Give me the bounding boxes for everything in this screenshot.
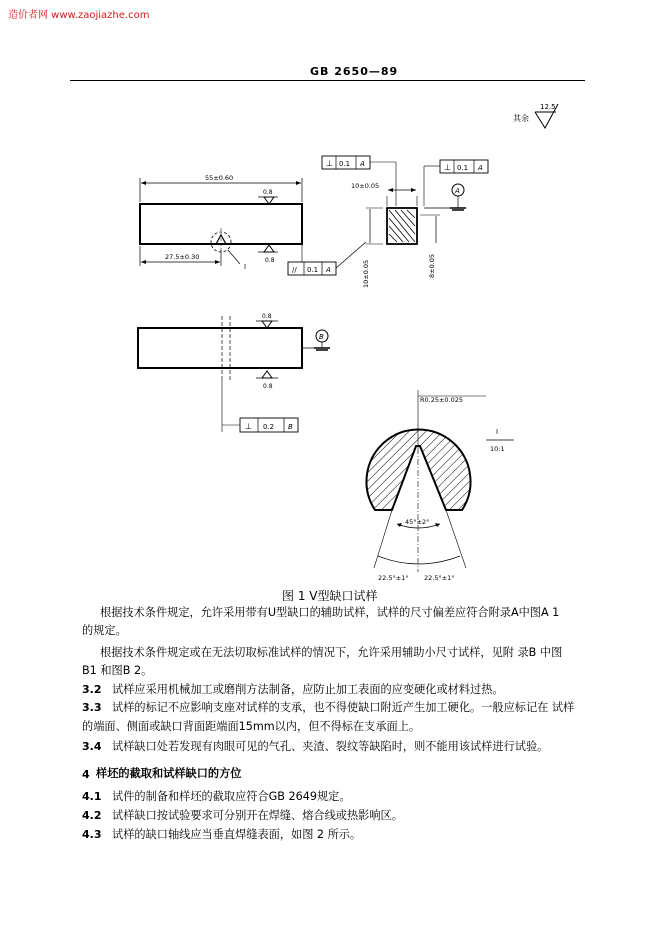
dim-length: 55±0.60 xyxy=(205,174,234,182)
notch-detail-section xyxy=(367,430,471,510)
datum-a-perp-2: A xyxy=(478,164,483,172)
dim-width: 10±0.05 xyxy=(351,182,380,190)
rest-roughness-value: 12.5 xyxy=(540,103,556,111)
detail-scale: 10:1 xyxy=(490,445,505,453)
surface-note: 其余 xyxy=(513,114,529,123)
para-2-line-1: 根据技术条件规定或在无法切取标准试样的情况下，允许采用辅助小尺寸试样，见附 录B 中图 xyxy=(100,646,563,659)
roughness-bottom-2: 0.8 xyxy=(263,383,273,390)
datum-a-perp-1: A xyxy=(360,160,365,168)
para-1-line-2: 的规定。 xyxy=(82,624,127,637)
roughness-top: 0.8 xyxy=(263,189,273,196)
tol-value-perp-b: 0.2 xyxy=(263,423,275,431)
notch-angle: 45°±2° xyxy=(405,518,430,526)
datum-b-perp: B xyxy=(288,423,293,431)
section-3-3-line-1: 试样的标记不应影响支座对试样的支承，也不得使缺口附近产生加工硬化。一般应标记在 试样 xyxy=(112,701,575,714)
para-2-line-2: B1 和图B 2。 xyxy=(82,664,153,677)
datum-a-label: A xyxy=(455,187,460,195)
section-4-1-text: 试件的制备和样坯的截取应符合GB 2649规定。 xyxy=(112,790,351,803)
section-4-number: 4 xyxy=(82,768,90,781)
section-4-3-number: 4.3 xyxy=(82,828,102,841)
datum-b-label: B xyxy=(319,333,324,341)
section-3-2-text: 试样应采用机械加工或磨削方法制备，应防止加工表面的应变硬化或材料过热。 xyxy=(112,683,504,696)
figure-caption: 图 1 V型缺口试样 xyxy=(282,589,378,603)
tol-perp-b: ⊥ xyxy=(245,422,252,431)
site-watermark: 造价者网 www.zaojiazhe.com xyxy=(8,10,150,21)
section-3-3-line-2: 的端面、侧面或缺口背面距端面15mm以内，但不得标在支承面上。 xyxy=(82,720,421,733)
section-4-2-text: 试样缺口按试验要求可分别开在焊缝、熔合线或热影响区。 xyxy=(112,809,403,822)
section-4-title: 样坯的截取和试样缺口的方位 xyxy=(96,767,242,780)
roughness-top-2: 0.8 xyxy=(262,313,272,320)
section-4-1-number: 4.1 xyxy=(82,790,102,803)
tol-perp-1: ⊥ xyxy=(326,159,333,168)
half-angle-left: 22.5°±1° xyxy=(378,574,409,582)
tol-parallel: // xyxy=(292,266,297,274)
dim-notch-position: 27.5±0.30 xyxy=(165,253,200,261)
tol-value-parallel: 0.1 xyxy=(307,266,319,274)
section-4-3-text: 试样的缺口轴线应当垂直焊缝表面，如图 2 所示。 xyxy=(112,828,362,841)
dim-ligament: 8±0.05 xyxy=(428,253,436,278)
dim-height: 10±0.05 xyxy=(362,259,370,288)
half-angle-right: 22.5°±1° xyxy=(424,574,455,582)
detail-mark: I xyxy=(244,263,247,271)
tol-perp-2: ⊥ xyxy=(444,163,451,172)
roughness-bottom: 0.8 xyxy=(265,257,275,264)
detail-label: I xyxy=(496,428,499,436)
notch-radius: R0.25±0.025 xyxy=(420,396,464,404)
tol-value-perp-1: 0.1 xyxy=(339,160,351,168)
para-1-line-1: 根据技术条件规定，允许采用带有U型缺口的辅助试样，试样的尺寸偏差应符合附录A中图A 1 xyxy=(100,606,560,619)
tol-value-perp-2: 0.1 xyxy=(457,164,469,172)
section-3-2-number: 3.2 xyxy=(82,683,102,696)
section-3-4-text: 试样缺口处若发现有肉眼可见的气孔、夹渣、裂纹等缺陷时，则不能用该试样进行试验。 xyxy=(112,740,549,753)
section-3-4-number: 3.4 xyxy=(82,740,102,753)
datum-a-parallel: A xyxy=(326,266,331,274)
standard-code: GB 2650—89 xyxy=(310,65,399,78)
section-4-2-number: 4.2 xyxy=(82,809,102,822)
section-3-3-number: 3.3 xyxy=(82,701,102,714)
specimen-top-view xyxy=(138,328,302,368)
